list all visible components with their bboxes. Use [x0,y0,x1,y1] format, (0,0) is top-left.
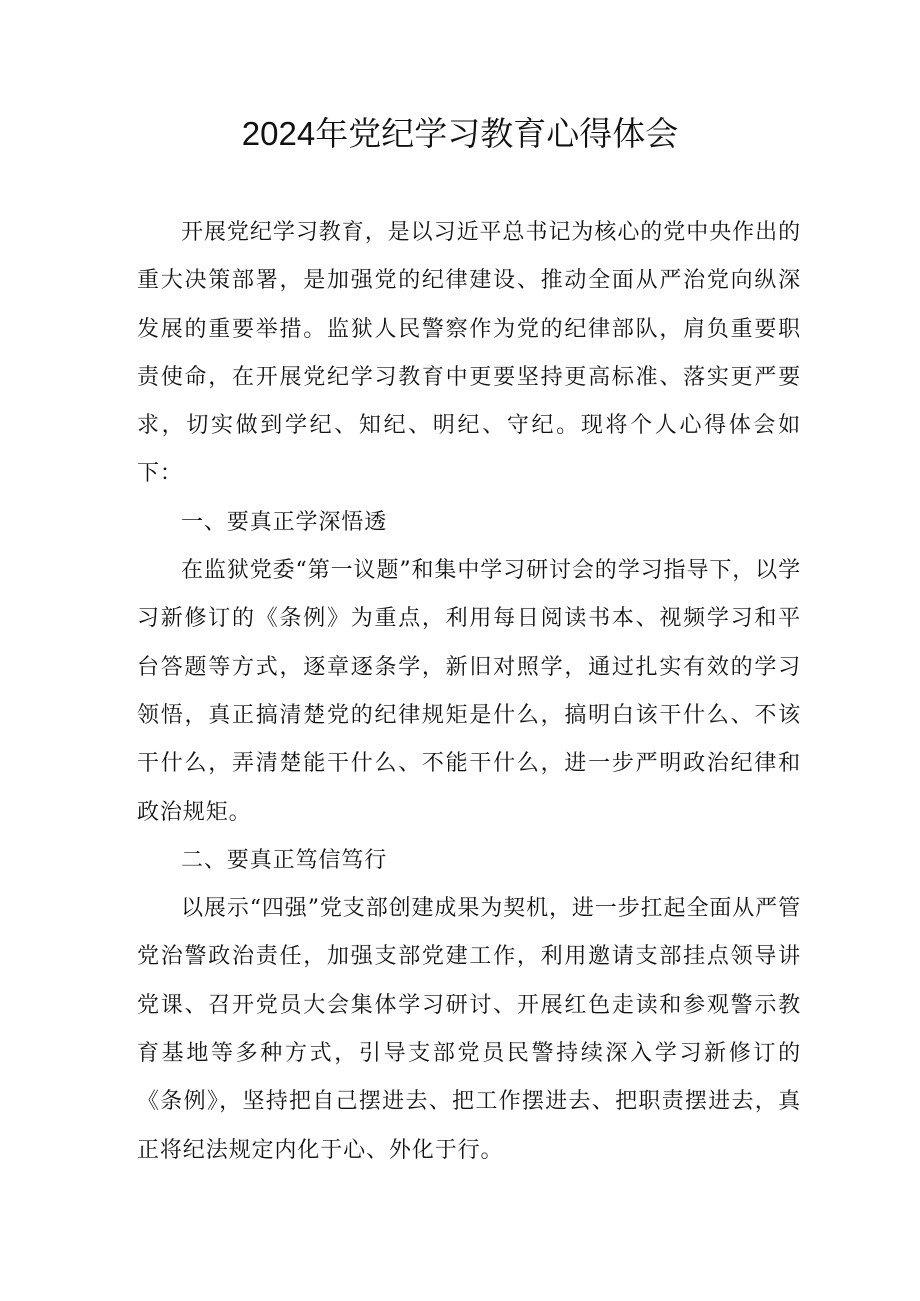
section-body-2: 以展示“四强”党支部创建成果为契机，进一步扛起全面从严管党治警政治责任，加强支部党建工作，利用邀请支部挂点领导讲党课、召开党员大会集体学习研讨、开展红色走读和参观警示教育基地等多种方式，引导支部党员民警持续深入学习新修订的《条例》，坚持把自己摆进去、把工作摆进去、把职责摆进去，真正将纪法规定内化于心、外化于行。 [137,896,801,1163]
document-title: 2024年党纪学习教育心得体会 [241,115,679,152]
document-body [137,209,801,1175]
section-heading-1: 一、要真正学深悟透 [181,509,388,535]
intro-paragraph: 开展党纪学习教育，是以习近平总书记为核心的党中央作出的重大决策部署，是加强党的纪律建设、推动全面从严治党向纵深发展的重要举措。监狱人民警察作为党的纪律部队，肩负重要职责使命，在开展党纪学习教育中更要坚持更高标准、落实更严要求，切实做到学纪、知纪、明纪、守纪。现将个人心得体会如下： [137,220,801,487]
section-heading-2: 二、要真正笃信笃行 [181,847,388,873]
section-body-1: 在监狱党委“第一议题”和集中学习研讨会的学习指导下，以学习新修订的《条例》为重点，利用每日阅读书本、视频学习和平台答题等方式，逐章逐条学，新旧对照学，通过扎实有效的学习领悟，真正搞清楚党的纪律规矩是什么，搞明白该干什么、不该干什么，弄清楚能干什么、不能干什么，进一步严明政治纪律和政治规矩。 [137,558,801,825]
